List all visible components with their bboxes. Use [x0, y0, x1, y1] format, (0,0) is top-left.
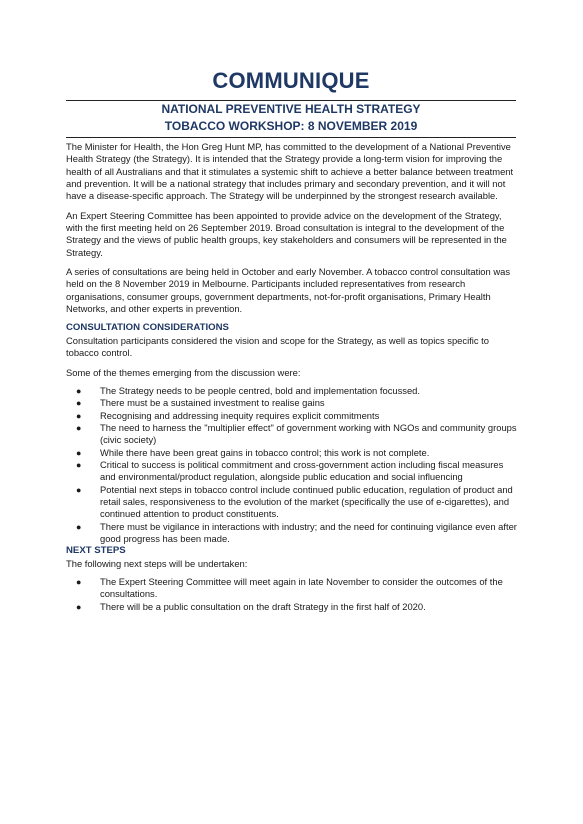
list-item-text: There must be vigilance in interactions with industry; and the need for continuing vigilance even after good progress has been made.	[100, 520, 517, 544]
next-steps-list	[66, 576, 518, 613]
bullet-icon: ●	[76, 398, 82, 409]
intro-paragraph-1: The Minister for Health, the Hon Greg Hunt MP, has committed to the development of a National Preventive Health Strategy (the Strategy). It is intended that the Strategy provide a long-term vision for improving the health of all Australians and that it stimulates a systemic shift to achieve a better balance between treatment and prevention. It will be a national strategy that includes primary and secondary prevention, and it will not have a disease-specific approach. The Strategy will be underpinned by the strongest research available.	[66, 141, 514, 202]
list-item	[76, 458, 518, 484]
consultation-paragraph-1: Consultation participants considered the vision and scope for the Strategy, as well as topics specific to tobacco control.	[66, 334, 489, 359]
bullet-icon: ●	[76, 385, 82, 396]
list-item	[76, 576, 518, 601]
list-item-text: There must be a sustained investment to realise gains	[100, 397, 325, 409]
next-steps-paragraph: The following next steps will be undertaken:	[66, 557, 248, 569]
list-item	[76, 421, 518, 447]
consultation-paragraph-2: Some of the themes emerging from the discussion were:	[66, 366, 301, 378]
list-item-text: Recognising and addressing inequity requires explicit commitments	[100, 409, 380, 421]
title-rule-top	[66, 100, 516, 101]
intro-paragraph-3: A series of consultations are being held in October and early November. A tobacco control consultation was held on the 8 November 2019 in Melbourne. Participants included representatives from research organisations, consumer groups, government departments, not-for-profit organisations, Primary Health Networks, and other experts in prevention.	[66, 266, 511, 315]
bullet-icon: ●	[76, 521, 82, 532]
list-item-text: The need to harness the "multiplier effect" of government working with NGOs and community groups (civic society)	[100, 421, 517, 446]
intro-paragraph-2: An Expert Steering Committee has been appointed to provide advice on the development of the Strategy, with the first meeting held on 26 September 2019. Broad consultation is integral to the development of the Strategy and the views of public health groups, key stakeholders and consumers will be represented in the Strategy.	[66, 209, 507, 258]
list-item-text: While there have been great gains in tobacco control; this work is not complete.	[100, 446, 430, 458]
list-item	[76, 600, 518, 613]
list-item	[76, 397, 518, 409]
list-item-text: Critical to success is political commitment and cross-government action including fiscal measures and environmental/product regulation, alongside public education and social influencing	[100, 458, 504, 483]
section-heading-consultation: CONSULTATION CONSIDERATIONS	[66, 322, 229, 334]
list-item	[76, 384, 518, 397]
list-item-text: The Strategy needs to be people centred, bold and implementation focussed.	[100, 384, 420, 396]
list-item	[76, 520, 518, 546]
page-title: COMMUNIQUE	[212, 68, 370, 93]
themes-list	[66, 385, 518, 545]
subtitle-line-2: TOBACCO WORKSHOP: 8 NOVEMBER 2019	[164, 119, 418, 133]
section-heading-next-steps: NEXT STEPS	[66, 545, 126, 557]
list-item	[76, 409, 518, 422]
bullet-icon: ●	[76, 459, 82, 470]
list-item-text: There will be a public consultation on the draft Strategy in the first half of 2020.	[100, 600, 426, 612]
list-item	[76, 446, 518, 459]
bullet-icon: ●	[76, 447, 82, 458]
bullet-icon: ●	[76, 484, 82, 495]
document-body	[66, 141, 518, 613]
list-item	[76, 483, 518, 521]
title-rule-bottom	[66, 137, 516, 138]
list-item-text: The Expert Steering Committee will meet again in late November to consider the outcomes of the consultations.	[100, 576, 503, 600]
bullet-icon: ●	[76, 577, 82, 587]
bullet-icon: ●	[76, 410, 82, 421]
bullet-icon: ●	[76, 422, 82, 433]
subtitle-line-1: NATIONAL PREVENTIVE HEALTH STRATEGY	[161, 102, 421, 116]
bullet-icon: ●	[76, 601, 82, 612]
list-item-text: Potential next steps in tobacco control include continued public education, regulation of product and retail sales, responsiveness to the evolution of the market (specifically the use of e-cigarettes), and continued attention to product constituents.	[100, 483, 513, 520]
